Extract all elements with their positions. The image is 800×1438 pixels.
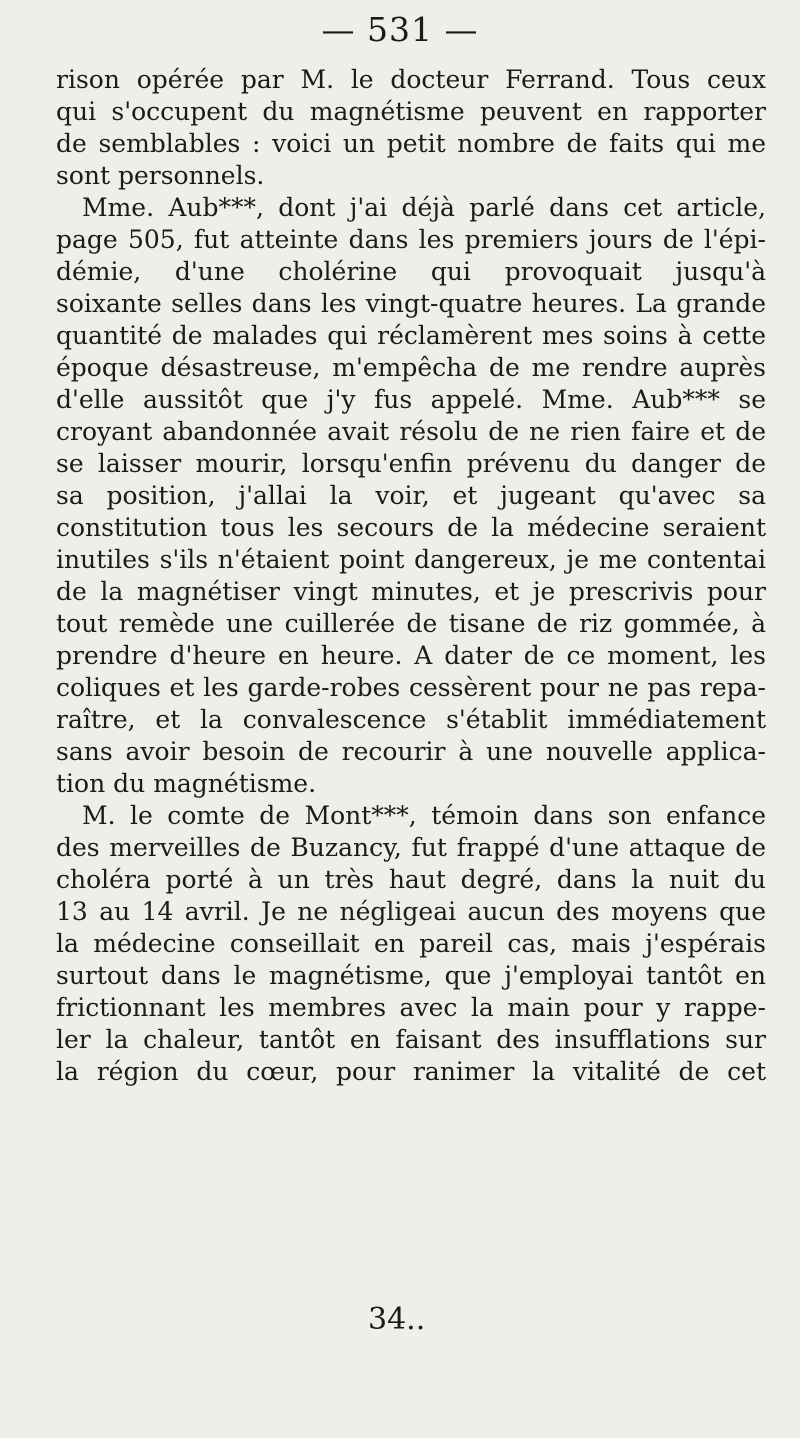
signature-mark: 34.. (368, 1302, 426, 1337)
text-line: qui s'occupent du magnétisme peuvent en rapporter (56, 97, 766, 126)
text-line: raître, et la convalescence s'établit immédiatement (56, 705, 766, 734)
body-text (56, 64, 766, 1088)
text-line: inutiles s'ils n'étaient point dangereux, je me contentai (56, 545, 766, 574)
text-line: prendre d'heure en heure. A dater de ce moment, les (56, 641, 766, 670)
text-line: époque désastreuse, m'empêcha de me rendre auprès (56, 353, 766, 382)
text-line: démie, d'une cholérine qui provoquait jusqu'à (56, 257, 766, 286)
text-line: tout remède une cuillerée de tisane de riz gommée, à (56, 609, 766, 638)
text-line: M. le comte de Mont***, témoin dans son enfance (82, 801, 766, 830)
text-line: ler la chaleur, tantôt en faisant des insufflations sur (56, 1025, 766, 1054)
text-line: la médecine conseillait en pareil cas, mais j'espérais (56, 929, 766, 958)
text-line: frictionnant les membres avec la main pour y rappe- (56, 993, 766, 1022)
text-line: Mme. Aub***, dont j'ai déjà parlé dans cet article, (82, 193, 766, 222)
text-line: sans avoir besoin de recourir à une nouvelle applica- (56, 737, 766, 766)
text-line: sont personnels. (56, 161, 265, 190)
text-line: choléra porté à un très haut degré, dans la nuit du (56, 865, 766, 894)
text-line: des merveilles de Buzancy, fut frappé d'une attaque de (56, 833, 766, 862)
text-line: quantité de malades qui réclamèrent mes soins à cette (56, 321, 766, 350)
text-line: rison opérée par M. le docteur Ferrand. Tous ceux (56, 65, 766, 94)
text-line: 13 au 14 avril. Je ne négligeai aucun des moyens que (56, 897, 766, 926)
text-line: la région du cœur, pour ranimer la vitalité de cet (56, 1057, 766, 1086)
page-number: — 531 — (321, 10, 479, 49)
text-line: sa position, j'allai la voir, et jugeant qu'avec sa (56, 481, 766, 510)
text-line: croyant abandonnée avait résolu de ne rien faire et de (56, 417, 766, 446)
text-line: se laisser mourir, lorsqu'enfin prévenu du danger de (56, 449, 766, 478)
text-line: de la magnétiser vingt minutes, et je prescrivis pour (56, 577, 766, 606)
text-line: page 505, fut atteinte dans les premiers jours de l'épi- (56, 225, 766, 254)
text-line: soixante selles dans les vingt-quatre heures. La grande (56, 289, 766, 318)
text-line: d'elle aussitôt que j'y fus appelé. Mme. Aub*** se (56, 385, 766, 414)
text-line: tion du magnétisme. (56, 769, 317, 798)
text-line: surtout dans le magnétisme, que j'employai tantôt en (56, 961, 766, 990)
text-line: coliques et les garde-robes cessèrent pour ne pas repa- (56, 673, 766, 702)
text-line: constitution tous les secours de la médecine seraient (56, 513, 766, 542)
text-line: de semblables : voici un petit nombre de faits qui me (56, 129, 766, 158)
